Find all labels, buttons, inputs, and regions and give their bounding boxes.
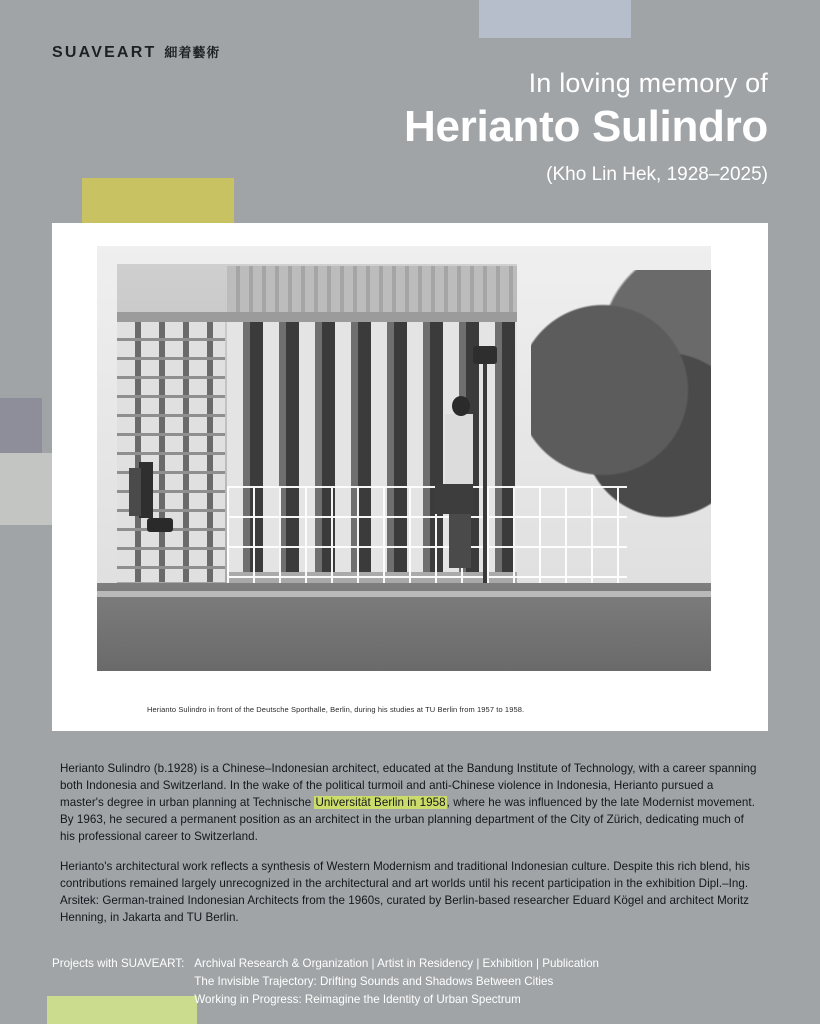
photo-pedestrian-two [129, 468, 141, 516]
footer-project-line-2: The Invisible Trajectory: Drifting Sounds and Shadows Between Cities [194, 974, 554, 988]
biography-highlight: Universität Berlin in 1958 [315, 796, 446, 810]
footer-project-list [194, 955, 599, 1009]
decorative-block-gray-light [0, 453, 60, 525]
footer-label: Projects with SUAVEART: [52, 957, 185, 970]
memorial-dates: (Kho Lin Hek, 1928–2025) [546, 163, 768, 185]
footer-project-line-1: Archival Research & Organization | Artist in Residency | Exhibition | Publication [194, 957, 599, 970]
biography-paragraph-1 [60, 760, 760, 845]
photo-pedestrian-one [139, 462, 153, 518]
footer [52, 955, 772, 1009]
photo-street-lamp-post [483, 358, 487, 583]
decorative-block-top [479, 0, 631, 38]
biography-text [60, 760, 760, 926]
biography-p1-part-a: Herianto Sulindro (b.1928) is a Chinese–Indonesian architect, educated at the Bandung Institute of Technology, with a career spanning both Indonesia and Switzerland. In the wake of the political turmoil and anti-Chinese violence in Indonesia, Herianto pursued a master's degree in urban planning at Technische [60, 762, 757, 810]
memorial-heading [404, 68, 768, 186]
photo-building-wing [117, 322, 225, 582]
photo-street-lamp-head [473, 346, 497, 364]
photo-dog [147, 518, 173, 532]
photo-card [52, 223, 768, 731]
photo-scaffolding [227, 486, 627, 586]
footer-project-line-3: Working in Progress: Reimagine the Identity of Urban Spectrum [194, 992, 521, 1006]
photo-kerb [97, 591, 711, 597]
biography-p1-part-b: , where he was influenced by the late Modernist movement. By 1963, he secured a permanent position as an architect in the urban planning department of the City of Zürich, dedicating much of his professional career to Switzerland. [60, 796, 755, 844]
brand-logo [52, 42, 220, 62]
biography-paragraph-2: Herianto's architectural work reflects a synthesis of Western Modernism and traditional Indonesian culture. Despite this rich blend, his contributions remained largely unrecognized in the architectural and art worlds until his recent participation in the exhibition Dipl.–Ing. Arsitek: German-trained Indonesian Architects from the 1960s, curated by Berlin-based researcher Eduard Kögel and architect Moritz Henning, in Jakarta and TU Berlin. [60, 860, 750, 925]
archival-photograph [97, 246, 711, 671]
photo-briefcase [435, 484, 473, 514]
photo-building-cornice [117, 312, 517, 322]
brand-wordmark-cjk: 細着藝術 [164, 45, 221, 60]
memorial-prefix: In loving memory of [528, 68, 768, 98]
photo-caption: Herianto Sulindro in front of the Deutsche Sporthalle, Berlin, during his studies at TU Berlin from 1957 to 1958. [147, 705, 525, 714]
photo-man-head [452, 396, 470, 416]
photo-building-frieze [227, 266, 517, 312]
brand-wordmark: SUAVEART [52, 44, 157, 61]
memorial-name: Herianto Sulindro [403, 102, 768, 152]
